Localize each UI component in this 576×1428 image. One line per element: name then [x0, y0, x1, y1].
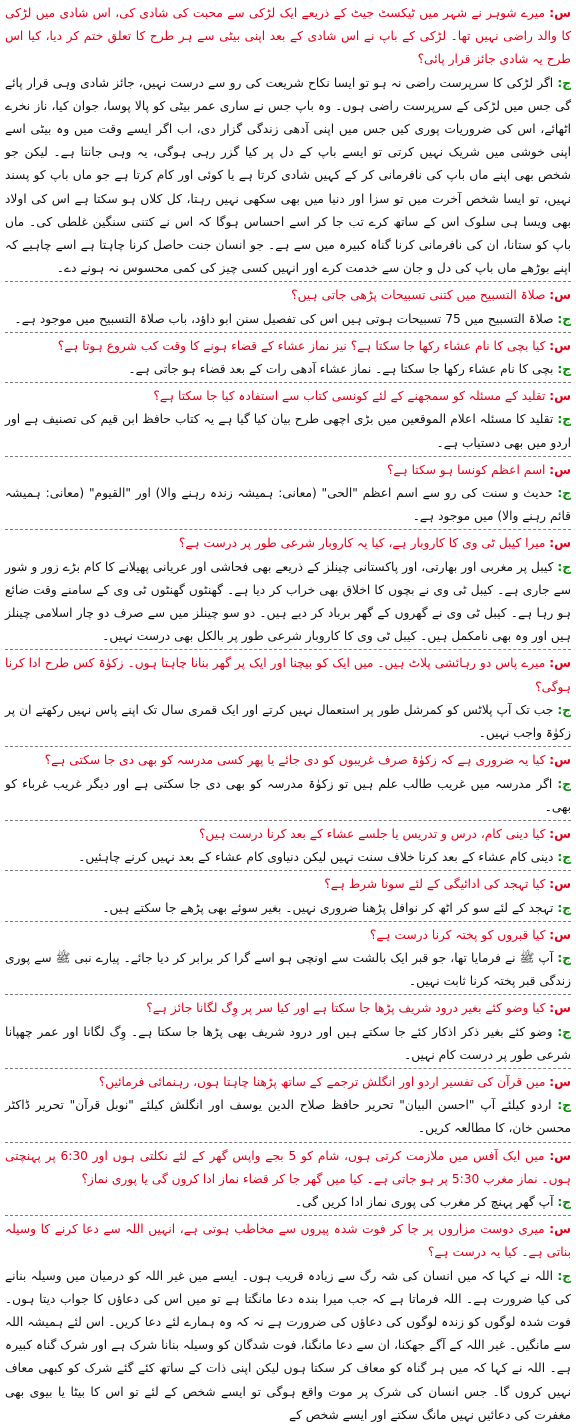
question: [5, 1218, 571, 1264]
question: [5, 997, 571, 1020]
answer: [5, 1094, 571, 1140]
qa-item: [5, 997, 571, 1069]
answer: [5, 308, 571, 331]
question-marker: س:: [549, 6, 571, 20]
qa-item: [5, 2, 571, 282]
question-text: کیا بچی کا نام عشاء رکھا جا سکتا ہے؟ نیز نماز عشاء کے قضاء ہونے کا وقت کب شروع ہوتا ہے؟: [57, 338, 546, 353]
answer: [5, 408, 571, 454]
answer-text: تہجد کے لئے سو کر اٹھ کر نوافل پڑھنا ضروری نہیں۔ بغیر سوئے بھی پڑھے جا سکتے ہیں۔: [102, 900, 554, 915]
question-marker: س:: [549, 1222, 571, 1237]
qa-item: [5, 532, 571, 650]
answer: [5, 1265, 571, 1427]
question-text: کیا دینی کام، درس و تدریس یا جلسے عشاء کے بعد کرنا درست ہیں؟: [198, 826, 546, 841]
answer-text: آپ ﷺ نے فرمایا تھا، جو قبر ایک بالشت سے اونچی ہو اسے گرا کر برابر کر دیا جائے۔ پیارے نبی ﷺ سے پوری زندگی قبر پختہ کرنا ثابت نہیں۔: [5, 950, 571, 989]
question-text: اسم اعظم کونسا ہو سکتا ہے؟: [386, 462, 546, 477]
question-marker: س:: [549, 462, 571, 477]
question-marker: س:: [549, 826, 571, 841]
question-text: میں ایک آفس میں ملازمت کرتی ہوں، شام کو 5 بجے واپس گھر کے لئے نکلتی ہوں اور 6:30 پر پہنچتی ہوں۔ نماز مغرب 5:30 پر ہو جاتی ہے۔ کیا میں گھر جا کر قضاء نماز ادا کروں گی یا پوری نماز؟: [5, 1148, 571, 1186]
question-text: تقلید کے مسئلہ کو سمجھنے کے لئے کونسی کتاب سے استفادہ کیا جا سکتا ہے؟: [153, 389, 546, 404]
answer-marker: ج:: [557, 702, 571, 717]
answer-marker: ج:: [557, 1024, 571, 1039]
answer-marker: ج:: [557, 486, 571, 501]
question-text: میری دوست مزاروں پر جا کر فوت شدہ پیروں سے مخاطب ہوتی ہے، انہیں اللہ سے دعا کرنے کا وسیلہ بناتی ہے۔ کیا یہ درست ہے؟: [5, 1222, 571, 1260]
question: [5, 459, 571, 482]
question-marker: س:: [549, 338, 571, 353]
question-marker: س:: [549, 877, 571, 892]
qa-item: [5, 924, 571, 996]
answer-text: اگر لڑکی کا سرپرست راضی نہ ہو تو ایسا نکاح شریعت کی رو سے درست نہیں، جائز شادی وہی قرار پائے گی جس میں لڑکی کے سرپرست راضی ہوں۔ وہ باپ جس نے ساری عمر بیٹی کو پالا پوسا، جوان کیا، ناز نخرے اٹھائے، اس کی ضروریات پوری کیں جس میں اپنی آدھی زندگی گزار دی، اب اگر ایسے وقت میں وہ بیٹی اسے اپنی خوشی میں شریک نہیں کرتی تو ایسے باپ کے دل پر کیا گزر رہی ہوگی، یہ وہی جانتا ہے۔ لیکن جو شخص بھی اپنے ماں باپ کی نافرمانی کر کے کہیں شادی کرتا ہے یا کوئی اور کام کرتا ہے جو ماں باپ کو پسند نہیں، تو ایسا شخص آخرت میں تو سزا اور دنیا میں بھی سکھی نہیں رہتا، کل کلاں ہو سکتا ہے اس کی اولاد بھی ویسا ہی سلوک اس کے ساتھ کرے تب جا کر اسے احساس ہوگا کہ اس نے کتنی سنگین غلطی کی۔ ماں باپ کو ستانا، ان کی نافرمانی کرنا گناہ کبیرہ میں سے ہے۔ جو انسان جنت حاصل کرنا چاہتا ہے اسے چاہیے کہ اپنے بوڑھے ماں باپ کی دل و جان سے خدمت کرے اور انہیں کسی چیز کی کمی محسوس نہ ہونے دے۔: [5, 75, 571, 276]
answer-marker: ج:: [557, 900, 571, 915]
answer-marker: ج:: [557, 559, 571, 574]
question-marker: س:: [549, 927, 571, 942]
answer-marker: ج:: [557, 412, 571, 427]
answer-text: آپ گھر پہنچ کر مغرب کی پوری نماز ادا کریں گی۔: [294, 1194, 554, 1209]
answer: [5, 897, 571, 920]
answer-marker: ج:: [557, 776, 571, 791]
answer-text: بچی کا نام عشاء رکھا جا سکتا ہے۔ نماز عشاء آدھی رات کے بعد قضاء ہو جاتی ہے۔: [128, 362, 554, 377]
answer: [5, 846, 571, 869]
qa-item: [5, 652, 571, 747]
question-marker: س:: [549, 753, 571, 768]
answer-text: کیبل پر مغربی اور بھارتی، اور پاکستانی چینلز کے ذریعے بھی فحاشی اور عریانی پھیلانے کا کام بڑے زور و شور سے جاری ہے۔ کیبل ٹی وی نے بچوں کا اخلاق بھی خراب کر دیا ہے۔ گھنٹوں گھنٹوں ٹی وی کے سامنے وقت ضائع ہو رہا ہے۔ کیبل ٹی وی نے گھروں کے گھر برباد کر دیے ہیں۔ دو سو چینلز میں سے صرف دو چار اسلامی چینلز ہیں اور وہ بھی نامکمل ہیں۔ کیبل ٹی وی کا کاروبار شرعی طور پر بالکل بھی درست نہیں۔: [5, 559, 571, 644]
question-text: صلاۃ التسبیح میں کتنی تسبیحات پڑھی جاتی ہیں؟: [291, 288, 546, 303]
qa-item: [5, 749, 571, 821]
question-marker: س:: [549, 1148, 572, 1163]
question-marker: س:: [549, 1074, 571, 1089]
qa-item: [5, 1071, 571, 1143]
qa-item: [5, 335, 571, 383]
question-text: کیا وضو کئے بغیر درود شریف پڑھا جا سکتا ہے اور کیا سر پر وِگ لگانا جائز ہے؟: [146, 1001, 546, 1016]
question: [5, 2, 571, 72]
qa-item: [5, 1145, 571, 1217]
answer-marker: ج:: [557, 950, 571, 965]
answer-marker: ج:: [557, 362, 571, 377]
qa-page: [5, 2, 572, 1422]
answer-marker: ج:: [557, 1194, 571, 1209]
answer: [5, 773, 571, 819]
question: [5, 652, 571, 698]
answer-text: اگر مدرسہ میں غریب طالب علم ہیں تو زکوٰۃ مدرسہ کو بھی دی جا سکتی ہے اور دیگر غریب غرباء کو بھی۔: [5, 776, 571, 814]
qa-item: [5, 385, 571, 457]
question-marker: س:: [549, 389, 571, 404]
answer-text: جب تک آپ پلاٹس کو کمرشل طور پر استعمال نہیں کرتے اور ایک قمری سال تک اپنے پاس نہیں رکھتے ان پر زکوٰۃ واجب نہیں۔: [5, 702, 571, 741]
question: [5, 1071, 571, 1094]
answer-text: تقلید کا مسئلہ اعلام الموقعین میں بڑی اچھی طرح بیان کیا گیا ہے یہ کتاب حافظ ابن قیم کی تصنیف ہے اور اردو میں بھی دستیاب ہے۔: [5, 412, 571, 450]
question: [5, 385, 571, 408]
question: [5, 749, 571, 772]
answer-marker: ج:: [557, 311, 571, 326]
question: [5, 1145, 571, 1191]
answer-text: اللہ نے کہا کہ میں انسان کی شہ رگ سے زیادہ قریب ہوں۔ ایسے میں غیر اللہ کو درمیان میں وسیلہ بنانے کی کیا ضرورت ہے۔ اللہ فرماتا ہے کہ جب میرا بندہ دعا مانگتا ہے تو میں اس کی دعاؤں کا جواب دیتا ہوں۔ فوت شدہ لوگوں کو زندہ لوگوں کی دعاؤں کی ضرورت ہے نہ کہ وہ ہمارے لئے دعا کریں۔ اس لئے ہمیشہ اللہ سے مانگیں۔ غیر اللہ کے آگے جھکنا، ان سے دعا مانگنا، فوت شدگان کو وسیلہ بنانا شرک ہے اور شرک گناہ کبیرہ ہے۔ اللہ نے کہا کہ میں ہر گناہ کو معاف کر سکتا ہوں لیکن اپنی ذات کے ساتھ کئے گئے شرک کو کبھی معاف نہیں کروں گا۔ جس انسان کی شرک پر موت واقع ہوگی تو ایسے شخص کے لئے تو اس کا بیٹا یا بیوی بھی مغفرت کی دعائیں نہیں مانگ سکتے اور ایسے شخص کے: [5, 1268, 571, 1422]
answer: [5, 556, 571, 649]
answer: [5, 1021, 571, 1067]
answer: [5, 482, 571, 528]
qa-item: [5, 873, 571, 921]
answer: [5, 1191, 571, 1214]
qa-item: [5, 284, 571, 332]
question: [5, 335, 571, 358]
answer-text: صلاۃ التسبیح میں 75 تسبیحات ہوتی ہیں اس کی تفصیل سنن ابو داؤد، باب صلاۃ التسبیح میں موجود ہے۔: [14, 311, 554, 326]
answer-text: اردو کیلئے آپ "احسن البیان" تحریر حافظ صلاح الدین یوسف اور انگلش کیلئے "نوبل قرآن" تحریر ڈاکٹر محسن خان، کا مطالعہ کریں۔: [5, 1098, 571, 1136]
question: [5, 873, 571, 896]
question-marker: س:: [549, 288, 571, 303]
question-text: میرا کیبل ٹی وی کا کاروبار ہے، کیا یہ کاروبار شرعی طور پر درست ہے؟: [178, 536, 546, 551]
answer-text: دینی کام عشاء کے بعد کرنا خلاف سنت نہیں لیکن دنیاوی کام عشاء کے بعد نہیں کرنے چاہئیں۔: [78, 850, 554, 865]
answer-text: حدیث و سنت کی رو سے اسم اعظم "الحی" (معانی: ہمیشہ زندہ رہنے والا) اور "القیوم" (معانی: ہمیشہ قائم رہنے والا) میں موجود ہے۔: [5, 486, 571, 524]
answer-marker: ج:: [557, 1098, 572, 1113]
answer: [5, 947, 571, 993]
question-text: میرے پاس دو رہائشی پلاٹ ہیں۔ میں ایک کو بیچنا اور ایک پر گھر بنانا چاہتا ہوں۔ زکوٰۃ کس طرح ادا کرنا ہوگی؟: [5, 656, 571, 694]
question: [5, 284, 571, 307]
question: [5, 823, 571, 846]
qa-item: [5, 1218, 571, 1428]
question-text: کیا یہ ضروری ہے کہ زکوٰۃ صرف غریبوں کو دی جائے یا پھر کسی مدرسہ کو بھی دی جا سکتی ہے؟: [44, 753, 546, 768]
answer: [5, 72, 571, 281]
qa-item: [5, 459, 571, 531]
answer-text: وضو کئے بغیر ذکر اذکار کئے جا سکتے ہیں اور درود شریف بھی پڑھا جا سکتا ہے۔ وِگ لگانا اور عمر چھپانا شرعی طور پر درست کام نہیں۔: [5, 1024, 571, 1062]
question-marker: س:: [549, 1001, 571, 1016]
question: [5, 532, 571, 555]
question-marker: س:: [549, 536, 571, 551]
question-text: کیا قبروں کو پختہ کرنا درست ہے؟: [369, 927, 546, 942]
answer-marker: ج:: [557, 75, 572, 90]
question-text: میں قرآن کی تفسیر اردو اور انگلش ترجمے کے ساتھ پڑھنا چاہتا ہوں، رہنمائی فرمائیں؟: [98, 1074, 546, 1089]
question: [5, 924, 571, 947]
question-text: میرے شوہر نے شہر میں ٹیکسٹ جیٹ کے ذریعے ایک لڑکی سے محبت کی شادی کی، اس شادی میں لڑکی کا والد راضی نہیں تھا۔ لڑکی کے باپ نے اس شادی کے بعد اپنی بیٹی سے ہر طرح کا تعلق ختم کر دیا، کیا اس طرح یہ شادی جائز قرار پائی؟: [5, 6, 571, 67]
question-text: کیا تہجد کی ادائیگی کے لئے سونا شرط ہے؟: [324, 877, 546, 892]
answer: [5, 699, 571, 745]
question-marker: س:: [549, 656, 571, 671]
qa-item: [5, 823, 571, 871]
answer-marker: ج:: [557, 850, 571, 865]
answer-marker: ج:: [557, 1268, 572, 1283]
answer: [5, 358, 571, 381]
